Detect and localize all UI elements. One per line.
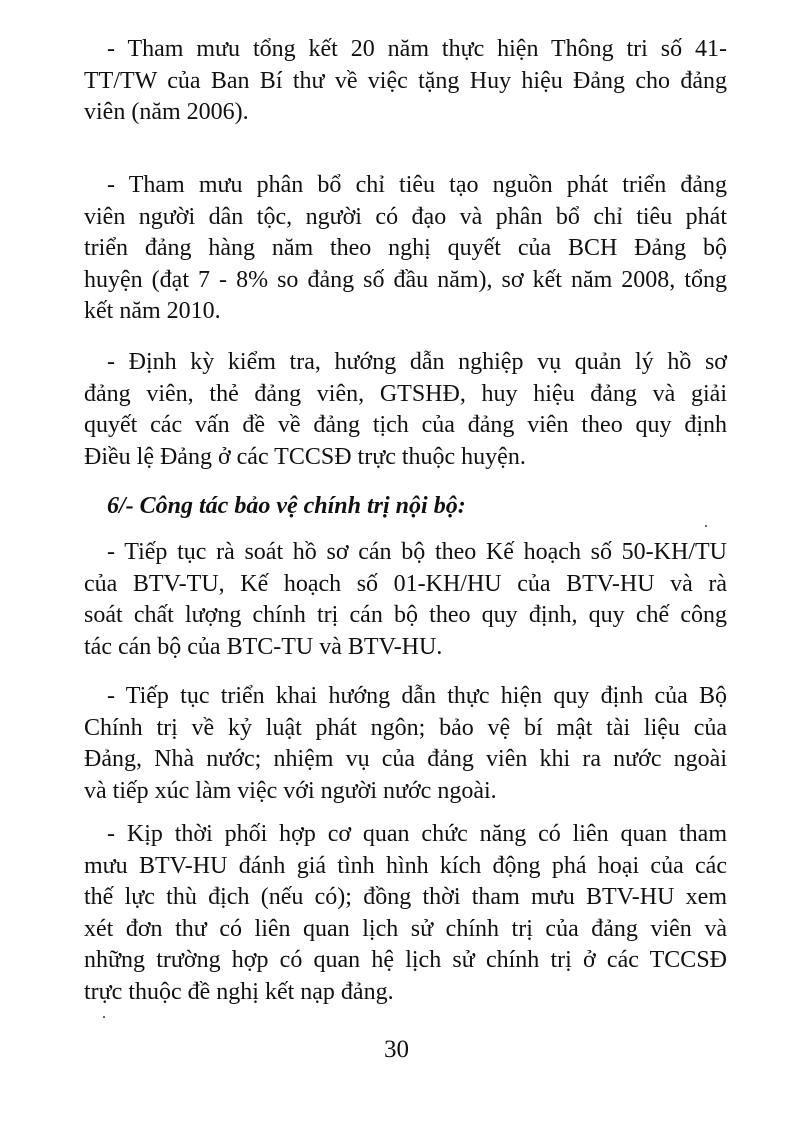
text-line: trực thuộc đề nghị kết nạp đảng. [84, 978, 394, 1005]
text-line: những trường hợp có quan hệ lịch sử chính trị ở các TCCSĐ [84, 947, 727, 974]
section-heading-internal-political-protection [84, 491, 727, 523]
paragraph-records-review [84, 537, 727, 663]
text-line: - Tham mưu phân bổ chỉ tiêu tạo nguồn phát triển đảng [107, 172, 727, 198]
text-line: Đảng, Nhà nước; nhiệm vụ của đảng viên khi ra nước ngoài [84, 746, 727, 773]
text-line: và tiếp xúc làm việc với người nước ngoài. [84, 777, 497, 804]
text-line: huyện (đạt 7 - 8% so đảng số đầu năm), sơ kết năm 2008, tổng [84, 266, 727, 293]
text-line: kết năm 2010. [84, 298, 221, 325]
text-line: viên người dân tộc, người có đạo và phân bổ chỉ tiêu phát [84, 203, 727, 230]
text-line: soát chất lượng chính trị cán bộ theo quy định, quy chế công [84, 602, 727, 629]
paragraph-commemorative-badge [84, 34, 727, 129]
text-line: - Tiếp tục rà soát hồ sơ cán bộ theo Kế hoạch số 50-KH/TU [107, 539, 727, 565]
paragraph-coordination [84, 819, 727, 1009]
text-line: viên (năm 2006). [84, 99, 249, 126]
text-line: của BTV-TU, Kế hoạch số 01-KH/HU của BTV-HU và rà [84, 570, 727, 597]
scan-speck [705, 525, 707, 527]
paragraph-records-inspection [84, 347, 727, 473]
text-line: tác cán bộ của BTC-TU và BTV-HU. [84, 633, 443, 660]
text-line: - Tham mưu tổng kết 20 năm thực hiện Thông tri số 41- [107, 36, 727, 62]
text-line: quyết các vấn đề về đảng tịch của đảng viên theo quy định [84, 412, 727, 439]
text-line: Điều lệ Đảng ở các TCCSĐ trực thuộc huyện. [84, 443, 526, 470]
text-line: TT/TW của Ban Bí thư về việc tặng Huy hiệu Đảng cho đảng [84, 67, 727, 94]
page-number: 30 [384, 1036, 409, 1063]
text-line: đảng viên, thẻ đảng viên, GTSHĐ, huy hiệu đảng và giải [84, 380, 727, 407]
text-line: thế lực thù địch (nếu có); đồng thời tham mưu BTV-HU xem [84, 884, 727, 911]
text-line: - Tiếp tục triển khai hướng dẫn thực hiện quy định của Bộ [107, 683, 727, 709]
text-line: 6/- Công tác bảo vệ chính trị nội bộ: [107, 493, 466, 519]
paragraph-speech-discipline [84, 681, 727, 807]
text-line: xét đơn thư có liên quan lịch sử chính trị của đảng viên và [84, 915, 727, 942]
text-line: - Kịp thời phối hợp cơ quan chức năng có liên quan tham [107, 821, 727, 847]
text-line: Chính trị về kỷ luật phát ngôn; bảo vệ bí mật tài liệu của [84, 714, 727, 741]
text-line: - Định kỳ kiểm tra, hướng dẫn nghiệp vụ quản lý hồ sơ [107, 349, 727, 375]
scan-speck [103, 1016, 105, 1018]
paragraph-development-targets [84, 170, 727, 328]
text-line: triển đảng hàng năm theo nghị quyết của BCH Đảng bộ [84, 235, 727, 262]
text-line: mưu BTV-HU đánh giá tình hình kích động phá hoại của các [84, 852, 727, 879]
